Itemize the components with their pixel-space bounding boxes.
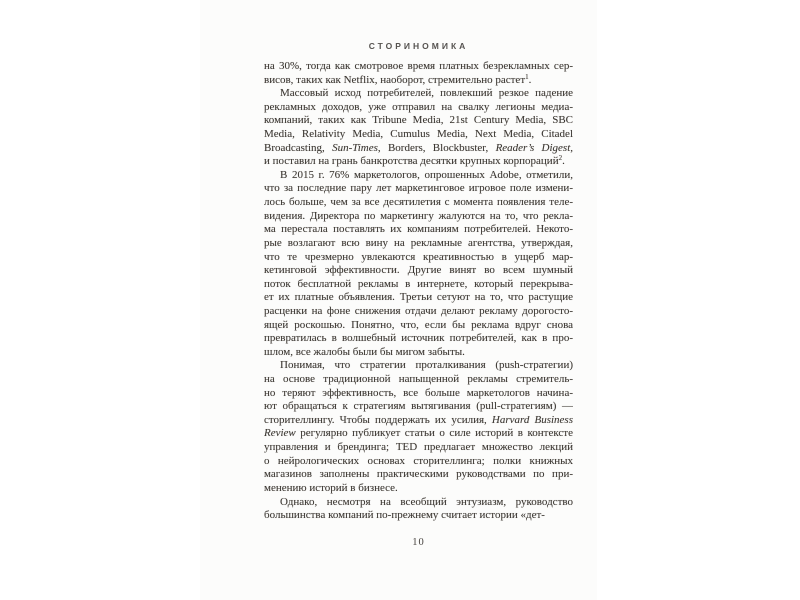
paragraph (264, 60, 573, 87)
paragraph (264, 496, 573, 523)
text-line: Массовый исход потребителей, повлекший резкое падение (280, 87, 573, 100)
text-line: Media, Relativity Media, Cumulus Media, Next Media, Citadel (264, 128, 573, 141)
text-line: висов, таких как Netflix, наоборот, стремительно растет$^1$. (264, 73, 532, 86)
text-line: о нейрологических основах сторителлинга; полки книжных (264, 454, 573, 467)
text-line: видения. Директора по маркетингу жалуются на то, что рекла- (264, 209, 573, 222)
text-line: лось больше, чем за все десятилетия с момента появления теле- (264, 196, 573, 209)
text-line: менению историй в бизнесе. (264, 481, 398, 494)
text-line: управления и брендинга; TED предлагает множество лекций (264, 441, 573, 454)
text-line: на основе традиционной напыщенной рекламы стремитель- (264, 373, 573, 386)
text-line: Понимая, что стратегии проталкивания (push-стратегии) (280, 359, 573, 372)
text-line: Broadcasting, Sun-Times, Borders, Blockbuster, Reader’s Digest, (264, 141, 573, 154)
text-line: рые возлагают всю вину на рекламные агентства, утверждая, (264, 236, 573, 249)
text-line: но теряют эффективность, все больше маркетологов начина- (264, 386, 573, 399)
text-line: превратилась в волшебный источник потребителей, как в про- (264, 332, 573, 345)
paragraph (264, 359, 573, 495)
running-head: СТОРИНОМИКА (368, 41, 469, 51)
text-line: рекламных доходов, уже отправил на свалку легионы медиа- (264, 100, 573, 113)
paragraph (264, 169, 573, 360)
text-line: кетинговой эффективности. Другие винят во всем шумный (264, 264, 573, 277)
text-line: что за последние пару лет маркетинговое игровое поле измени- (264, 182, 573, 195)
text-line: В 2015 г. 76% маркетологов, опрошенных Adobe, отметили, (280, 168, 573, 181)
text-line: ма перестала поставлять их компаниям потребителей. Некото- (264, 223, 573, 236)
text-line: Review регулярно публикует статьи о силе историй в контексте (264, 427, 573, 440)
text-line: и поставил на грань банкротства десятки крупных корпораций$^2$. (264, 155, 565, 168)
text-line: ют обращаться к стратегиям вытягивания (pull-стратегиям) — (264, 400, 573, 413)
text-line: шлом, все жалобы были бы мигом забыты. (264, 345, 465, 358)
book-page (200, 0, 597, 600)
text-line: на 30%, тогда как смотровое время платных безрекламных сер- (264, 60, 573, 72)
text-line: ет их платные объявления. Третьи сетуют на то, что растущие (264, 291, 573, 304)
text-line: поток бесплатной рекламы в интернете, который перекрыва- (264, 277, 573, 290)
text-line: магазинов заполнены практическими руководствами по при- (264, 468, 573, 481)
text-line: большинства компаний по-прежнему считает истории «дет- (264, 509, 545, 522)
text-line: Однако, несмотря на всеобщий энтузиазм, руководство (280, 495, 573, 508)
body-text (264, 60, 573, 523)
text-line: расценки на фоне снижения отдачи делают рекламу дорогосто- (264, 304, 573, 317)
text-line: ящей роскошью. Понятно, что, если бы реклама вдруг снова (264, 318, 573, 331)
page-number: 10 (412, 537, 425, 548)
text-line: компаний, таких как Tribune Media, 21st Century Media, SBC (264, 114, 573, 127)
paragraph (264, 87, 573, 169)
text-line: что те чрезмерно увлекаются креативностью в ущерб мар- (264, 250, 573, 263)
text-line: сторителлингу. Чтобы поддержать их усилия, Harvard Business (264, 413, 573, 426)
